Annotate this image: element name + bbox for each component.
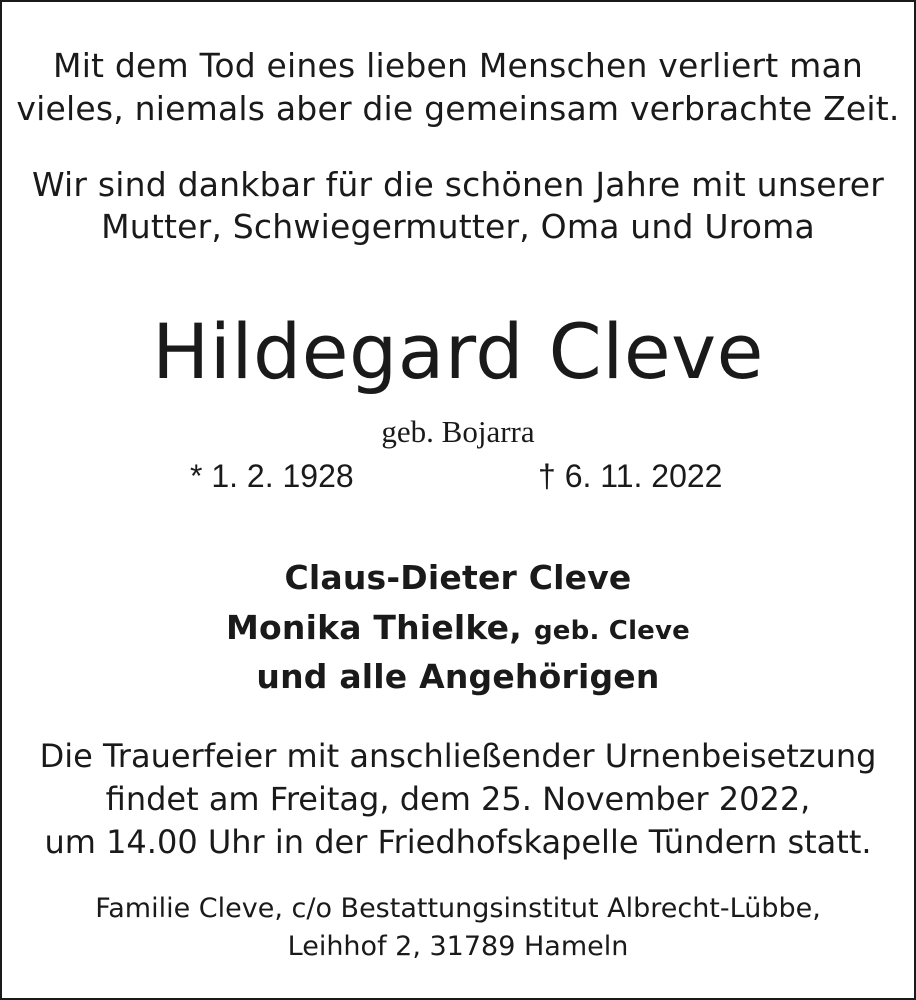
verse-line-2: vieles, niemals aber die gemeinsam verbrachte Zeit. bbox=[16, 89, 900, 128]
mourner-line-3: und alle Angehörigen bbox=[256, 657, 660, 696]
birth-date: * 1. 2. 1928 bbox=[190, 458, 354, 494]
mourner-birth-name: geb. Cleve bbox=[534, 616, 690, 646]
contact-line-2: Leihhof 2, 31789 Hameln bbox=[287, 931, 629, 962]
service-line-2: findet am Freitag, dem 25. November 2022, bbox=[105, 780, 811, 818]
service-line-3: um 14.00 Uhr in der Friedhofskapelle Tündern statt. bbox=[44, 823, 872, 861]
verse-line-4: Mutter, Schwiegermutter, Oma und Uroma bbox=[101, 207, 815, 246]
birth-name: geb. Bojarra bbox=[381, 414, 535, 449]
verse-line-1: Mit dem Tod eines lieben Menschen verliert man bbox=[53, 46, 863, 85]
verse-line-3: Wir sind dankbar für die schönen Jahre mit unserer bbox=[31, 165, 885, 204]
mourner-line-1: Claus-Dieter Cleve bbox=[284, 558, 632, 597]
contact-line-1: Familie Cleve, c/o Bestattungsinstitut Albrecht-Lübbe, bbox=[95, 893, 821, 924]
death-date: † 6. 11. 2022 bbox=[538, 458, 723, 494]
mourner-name: Monika Thielke, bbox=[225, 608, 522, 647]
service-line-1: Die Trauerfeier mit anschließender Urnenbeisetzung bbox=[39, 737, 877, 775]
deceased-name: Hildegard Cleve bbox=[152, 307, 764, 396]
mourner-line-2 bbox=[2, 608, 914, 647]
